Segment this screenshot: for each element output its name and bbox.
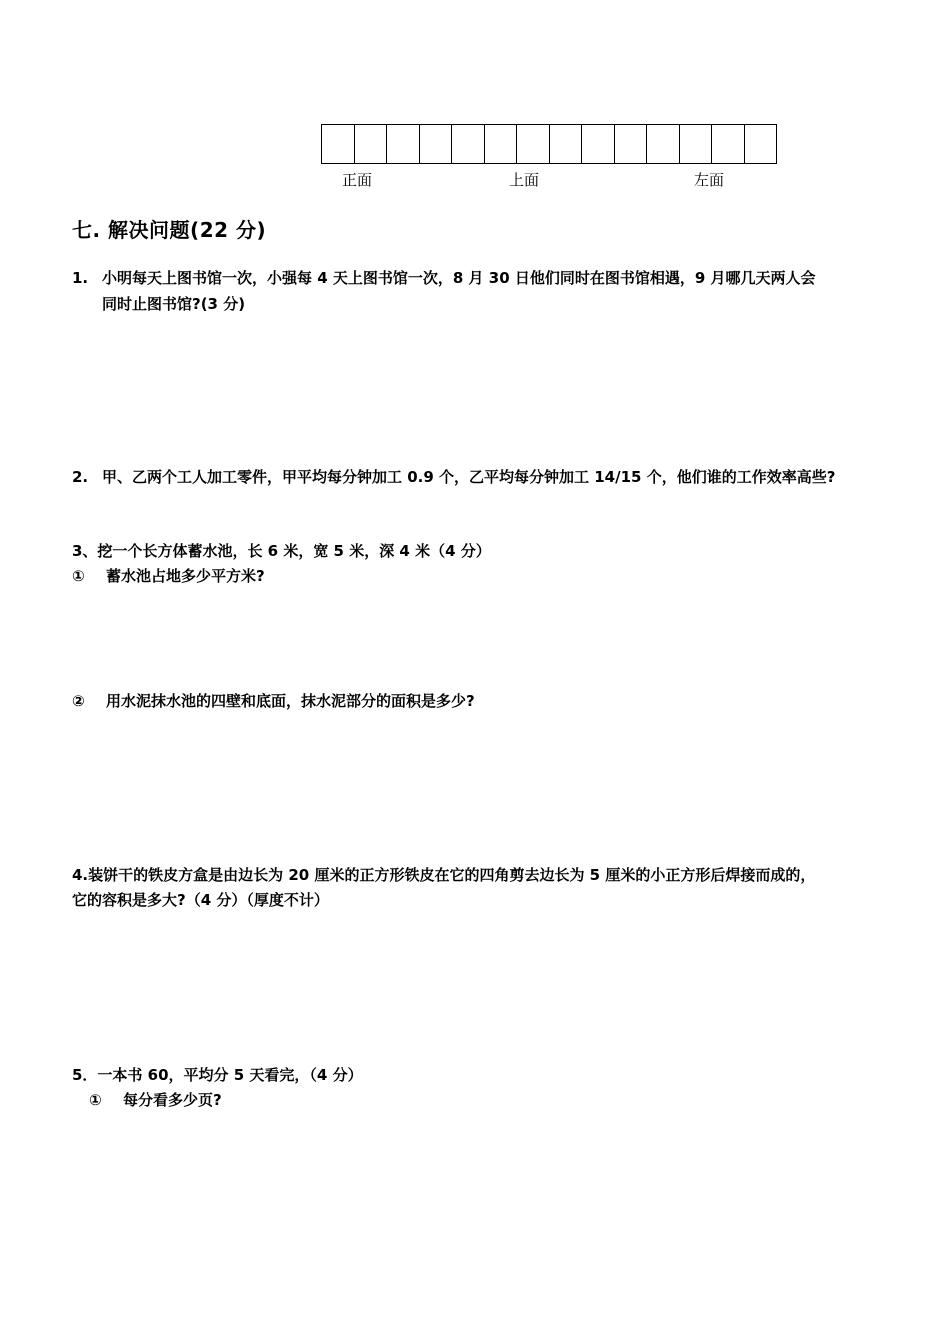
q3-sub1-marker: ① xyxy=(72,567,85,585)
q5-sub1-marker: ① xyxy=(89,1091,102,1109)
grid-cell xyxy=(517,125,550,163)
q3-sub1-text: 蓄水池占地多少平方米? xyxy=(106,567,265,585)
grid-cell xyxy=(322,125,355,163)
q1-line2: 同时止图书馆?(3 分) xyxy=(102,295,246,313)
grid-cell xyxy=(615,125,648,163)
grid-cell xyxy=(387,125,420,163)
q2-number: 2. xyxy=(72,468,89,486)
q5-sub1-text: 每分看多少页? xyxy=(123,1091,222,1109)
grid-cell xyxy=(452,125,485,163)
q5-text: 5．一本书 60，平均分 5 天看完，（4 分） xyxy=(72,1066,363,1084)
q4-line2: 它的容积是多大?（4 分）（厚度不计） xyxy=(72,891,329,909)
grid-cell xyxy=(582,125,615,163)
grid-cell xyxy=(550,125,583,163)
grid-cell xyxy=(420,125,453,163)
front-view-label: 正面 xyxy=(342,171,373,189)
q3-sub2-marker: ② xyxy=(72,692,85,710)
grid-cell xyxy=(680,125,713,163)
q2-text: 甲、乙两个工人加工零件，甲平均每分钟加工 0.9 个，乙平均每分钟加工 14/15 个，他们谁的工作效率高些? xyxy=(102,468,836,486)
left-view-label: 左面 xyxy=(694,171,725,189)
section-title: 七. 解决问题(22 分) xyxy=(72,218,267,242)
q3-text: 3、挖一个长方体蓄水池，长 6 米，宽 5 米，深 4 米（4 分） xyxy=(72,542,491,560)
q1-number: 1. xyxy=(72,269,89,287)
grid-cell xyxy=(485,125,518,163)
grid-cell xyxy=(647,125,680,163)
q4-line1: 4.装饼干的铁皮方盒是由边长为 20 厘米的正方形铁皮在它的四角剪去边长为 5 厘米的小正方形后焊接而成的， xyxy=(72,866,816,884)
grid-cell xyxy=(745,125,777,163)
answer-grid xyxy=(321,124,777,164)
grid-cell xyxy=(712,125,745,163)
top-view-label: 上面 xyxy=(509,171,540,189)
q1-line1: 小明每天上图书馆一次，小强每 4 天上图书馆一次，8 月 30 日他们同时在图书馆相遇，9 月哪几天两人会 xyxy=(102,269,816,287)
grid-cell xyxy=(355,125,388,163)
q3-sub2-text: 用水泥抹水池的四壁和底面，抹水泥部分的面积是多少? xyxy=(106,692,475,710)
